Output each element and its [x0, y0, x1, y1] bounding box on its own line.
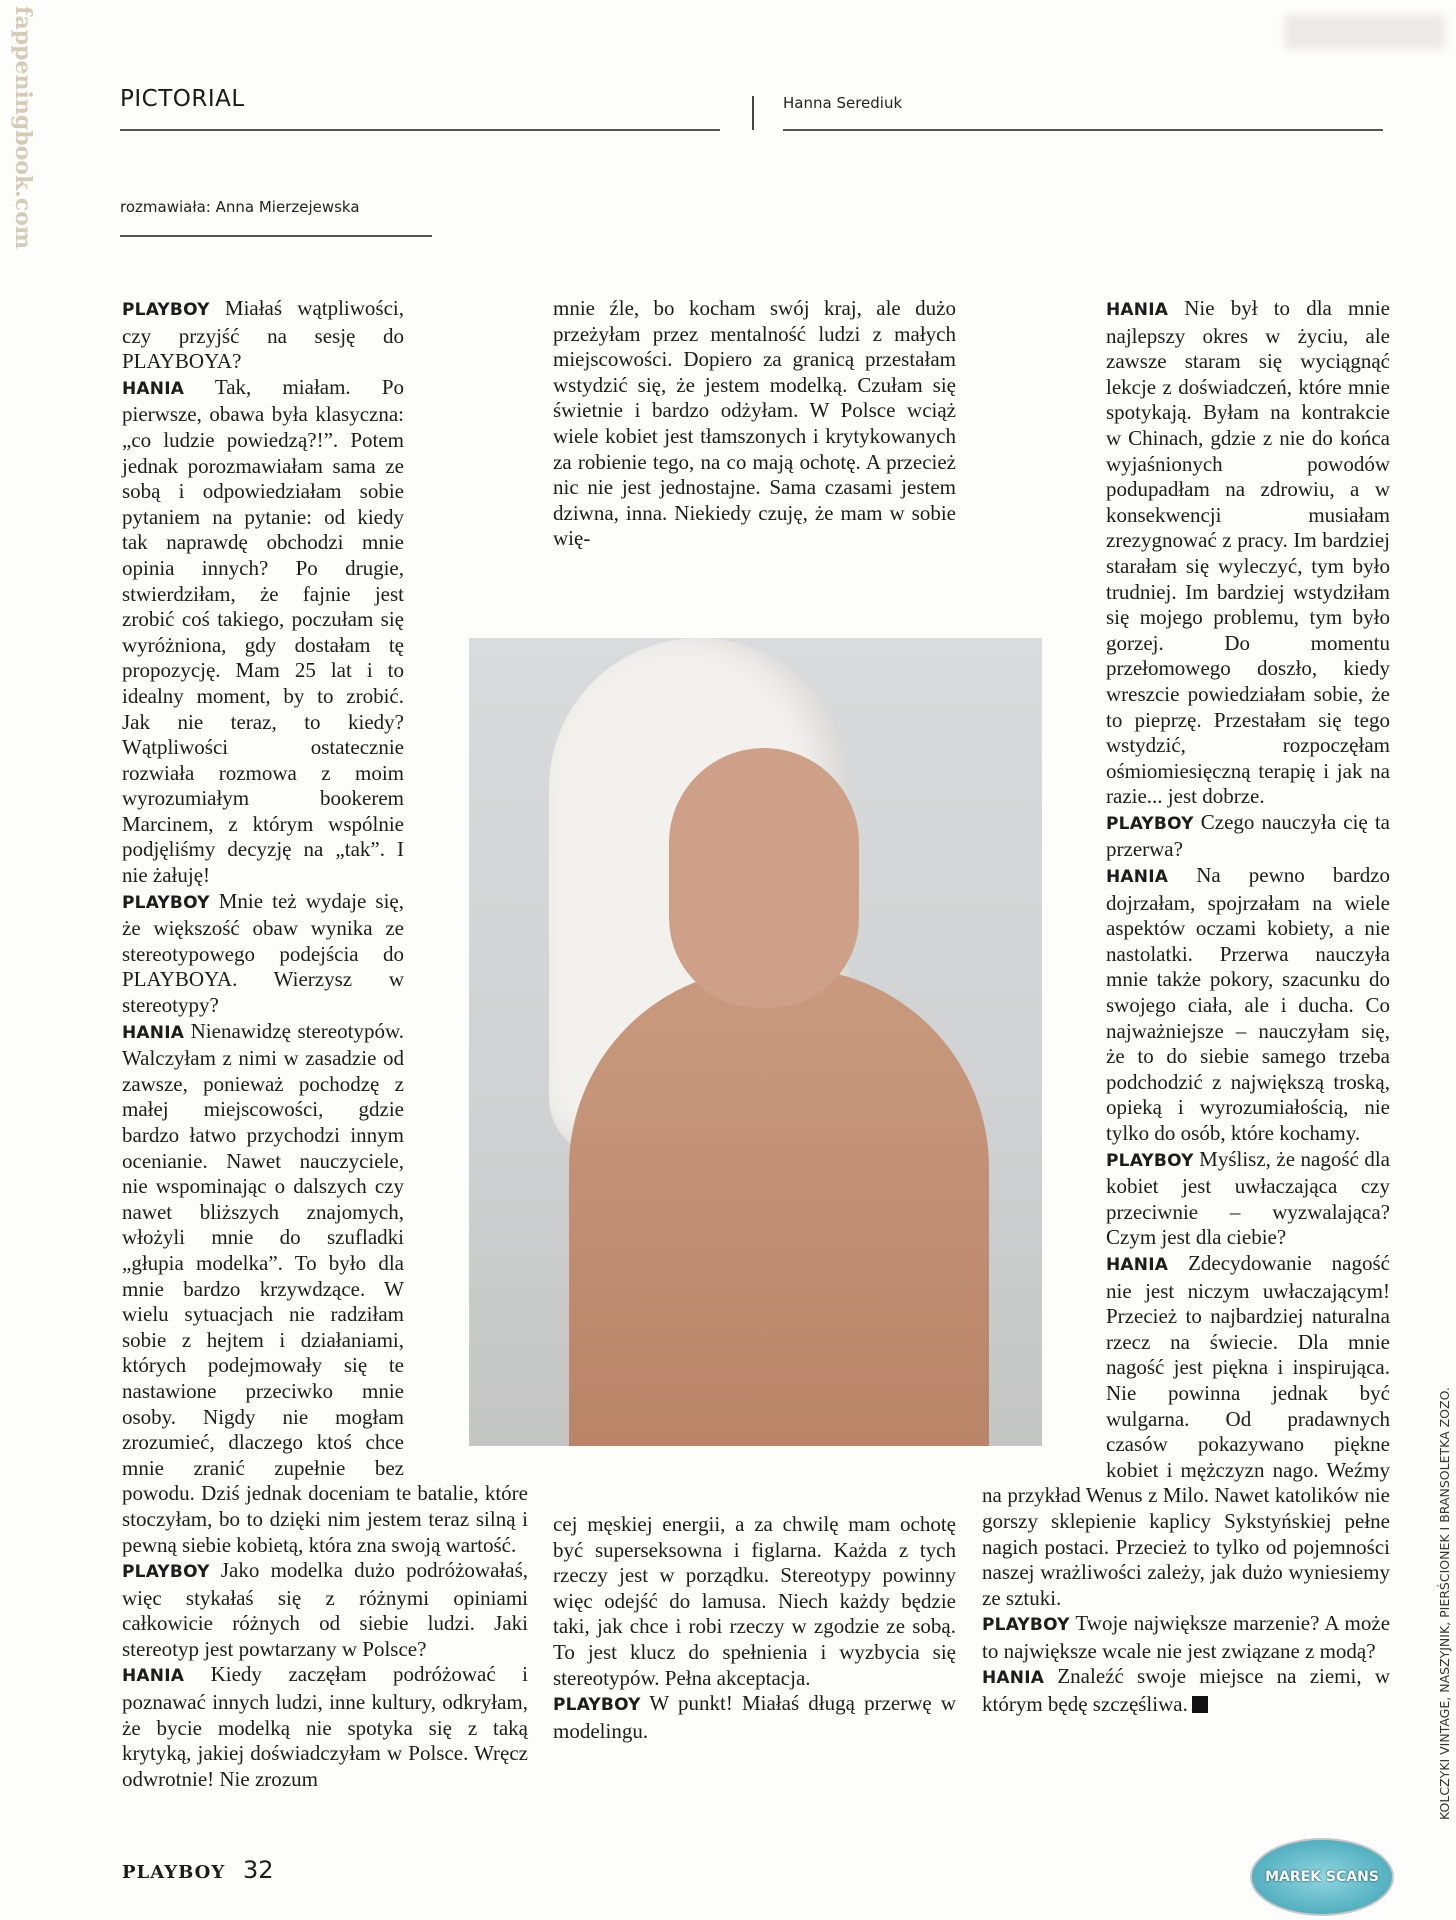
- interview-paragraph: [553, 1691, 956, 1744]
- interview-paragraph: [553, 1512, 956, 1691]
- interview-paragraph: [122, 296, 528, 375]
- header-divider: [752, 96, 754, 130]
- paragraph-text: W punkt! Miałaś długą przerwę w modelingu.: [553, 1691, 956, 1743]
- paragraph-text: Czego nauczyła cię ta przerwa?: [1106, 809, 1390, 862]
- speaker-label: HANIA: [1106, 300, 1169, 320]
- blurred-corner: [1285, 15, 1445, 49]
- speaker-label: HANIA: [122, 378, 185, 399]
- paragraph-text: Nie był to dla mnie najlepszy okres w życiu, ale zawsze staram się wyciągnąć lekcje z doświadczeń, które mnie spotykają. Byłam na kontrakcie w Chinach, gdzie z nie do końca wyjaśnionych powodów podupadłam na zdrowiu, a w konsekwencji musiałam zrezygnować z pracy. Im bardziej starałam się wyleczyć, tym było trudniej. Im bardziej wstydziłam się mojego problemu, tym było gorzej. Do momentu przełomowego doszło, kiedy wreszcie powiedziałam sobie, że to pieprzę. Przestałam się tego wstydzić, rozpoczęłam ośmiomiesięczną terapię i jak na razie... jest dobrze.: [1106, 296, 1390, 809]
- speaker-label: PLAYBOY: [122, 1562, 210, 1583]
- speaker-label: HANIA: [1106, 867, 1169, 888]
- interview-paragraph: [982, 1611, 1390, 1664]
- interview-paragraph: [122, 1662, 528, 1792]
- footer-brand: PLAYBOY: [122, 1862, 226, 1883]
- paragraph-text: cej męskiej energii, a za chwilę mam ochotę być superseksowna i figlarna. Każda z tych rzeczy jest w porządku. Stereotypy powinny więc odejść do lamusa. Niech każdy będzie taki, jak chce i robi rzeczy w zgodzie ze sobą. To jest klucz do spełnienia i wyzbycia się stereotypów. Pełna akceptacja.: [553, 1512, 956, 1690]
- photo-face-shape: [669, 748, 859, 1008]
- column-1: [122, 296, 528, 1792]
- interview-paragraph: [982, 1664, 1390, 1717]
- header-rule: [783, 129, 1383, 131]
- speaker-label: PLAYBOY: [122, 300, 210, 320]
- paragraph-text: Znaleźć swoje miejsce na ziemi, w którym będę szczęśliwa.: [982, 1664, 1390, 1717]
- paragraph-text: Myślisz, że nagość dla kobiet jest uwłaczająca czy przeciwnie – wyzwalająca? Czym jest dla ciebie?: [1106, 1146, 1391, 1250]
- header-rule: [120, 129, 720, 131]
- paragraph-text: Tak, miałam. Po pierwsze, obawa była klasyczna: „co ludzie powiedzą?!”. Potem jednak porozmawiałam sama ze sobą i odpowiedziałam sobie pytaniem na pytanie: od kiedy tak naprawdę obchodzi mnie opinia innych? Po drugie, stwierdziłam, że fajnie jest zrobić coś takiego, poczułam się wyróżniona, gdy dostałam tę propozycję. Mam 25 lat i to idealny moment, by to zrobić. Jak nie teraz, to kiedy? Wątpliwości ostatecznie rozwiała rozmowa z moim wyrozumiałym bookerem Marcinem, z którym wspólnie podjęliśmy decyzję na „tak”. I nie żałuję!: [122, 374, 405, 888]
- portrait-photo: [469, 638, 1042, 1446]
- scan-logo: MAREK SCANS: [1250, 1838, 1394, 1916]
- speaker-label: HANIA: [122, 1666, 185, 1687]
- speaker-label: PLAYBOY: [1106, 813, 1194, 834]
- watermark: [10, 6, 38, 250]
- paragraph-text: Na pewno bardzo dojrzałam, spojrzałam na wiele aspektów oczami kobiety, a nie nastolatki. Przerwa nauczyła mnie także pokory, szacunku do swojego ciała, ale i ducha. Co najważniejsze – nauczyłam się, że to do siebie samego trzeba podchodzić z największą troską, opieką i wyrozumiałością, nie tylko do osób, które kochamy.: [1106, 863, 1391, 1145]
- paragraph-text: Zdecydowanie nagość nie jest niczym uwłaczającym! Przecież to najbardziej naturalna rzecz na świecie. Dla mnie nagość jest piękna i inspirująca. Nie powinna jednak być wulgarna. Od pradawnych czasów pokazywano piękne kobiet i mężczyzn nago. Weźmy na przykład Wenus z Milo. Nawet katolików nie gorszy sklepienie kaplicy Sykstyńskiej pełne nagich postaci. Przecież to tylko od pojemności naszej wrażliwości zależy, jak dużo wyniesiemy ze sztuki.: [982, 1250, 1390, 1610]
- page-number: 32: [243, 1856, 274, 1884]
- bunny-icon: [1192, 1696, 1208, 1713]
- byline: rozmawiała: Anna Mierzejewska: [120, 198, 360, 216]
- fashion-credit: [1434, 1380, 1454, 1820]
- speaker-label: PLAYBOY: [1106, 1150, 1194, 1171]
- paragraph-text: Mnie też wydaje się, że większość obaw wynika ze stereotypowego podejścia do PLAYBOYA. Wierzysz w stereotypy?: [122, 888, 404, 1018]
- section-title: PICTORIAL: [120, 86, 245, 112]
- credit-text: KOLCZYKI VINTAGE, NASZYJNIK, PIERŚCIONEK I BRANSOLETKA ZOZO.: [1437, 1387, 1452, 1820]
- speaker-label: PLAYBOY: [122, 892, 210, 913]
- paragraph-text: Twoje największe marzenie? A może to największe wcale nie jest związane z modą?: [982, 1611, 1391, 1663]
- interview-paragraph: [553, 296, 956, 552]
- column-3: [982, 296, 1390, 1718]
- column-2-bottom: [553, 1512, 956, 1744]
- paragraph-text: Jako modelka dużo podróżowałaś, więc stykałaś się z różnymi opiniami całkowicie różnych od siebie ludzi. Jaki stereotyp jest powtarzany w Polsce?: [122, 1558, 528, 1661]
- speaker-label: HANIA: [982, 1668, 1045, 1689]
- photo-figure-shape: [569, 968, 989, 1446]
- speaker-label: HANIA: [122, 1022, 185, 1043]
- byline-rule: [120, 235, 432, 237]
- paragraph-text: Kiedy zaczęłam podróżować i poznawać innych ludzi, inne kultury, odkryłam, że bycie modelką nie spotyka się z taką krytyką, jakiej doświadczyłam w Polsce. Wręcz odwrotnie! Nie zrozum: [122, 1662, 529, 1791]
- speaker-label: HANIA: [1106, 1254, 1169, 1275]
- paragraph-text: Miałaś wątpliwości, czy przyjść na sesję do PLAYBOYA?: [122, 296, 405, 374]
- watermark-text: fappeningbook.com: [10, 6, 36, 250]
- speaker-label: PLAYBOY: [553, 1695, 641, 1716]
- model-name: Hanna Serediuk: [783, 94, 903, 112]
- speaker-label: PLAYBOY: [982, 1615, 1070, 1636]
- column-2-top: [553, 296, 956, 552]
- paragraph-text: Nienawidzę stereotypów. Walczyłam z nimi w zasadzie od zawsze, ponieważ pochodzę z małej miejscowości, gdzie bardzo łatwo przychodzi innym ocenianie. Nawet nauczyciele, nie wspominając o dalszych czy nawet bliższych znajomych, włożyli mnie do szufladki „głupia modelka”. To było dla mnie bardzo krzywdzące. W wielu sytuacjach nie radziłam sobie z hejtem i działaniami, których podejmowały się te nastawione przeciwko mnie osoby. Nigdy nie mogłam zrozumieć, dlaczego ktoś chce mnie zranić zupełnie bez powodu. Dziś jednak doceniam te batalie, które stoczyłam, bo to dzięki nim jestem teraz silną i pewną siebie kobietą, która zna swoją wartość.: [122, 1018, 528, 1557]
- paragraph-text: mnie źle, bo kocham swój kraj, ale dużo przeżyłam przez mentalność ludzi z małych miejscowości. Dopiero za granicą przestałam wstydzić się, że jestem modelką. Czułam się świetnie i bardzo odżyłam. W Polsce wciąż wiele kobiet jest tłamszonych i krytykowanych za robienie tego, na co mają ochotę. A przecież nic nie jest jednostajne. Sama czasami jestem dziwna, inna. Niekiedy czuję, że mam w sobie wię-: [553, 296, 956, 551]
- interview-paragraph: [122, 1558, 528, 1662]
